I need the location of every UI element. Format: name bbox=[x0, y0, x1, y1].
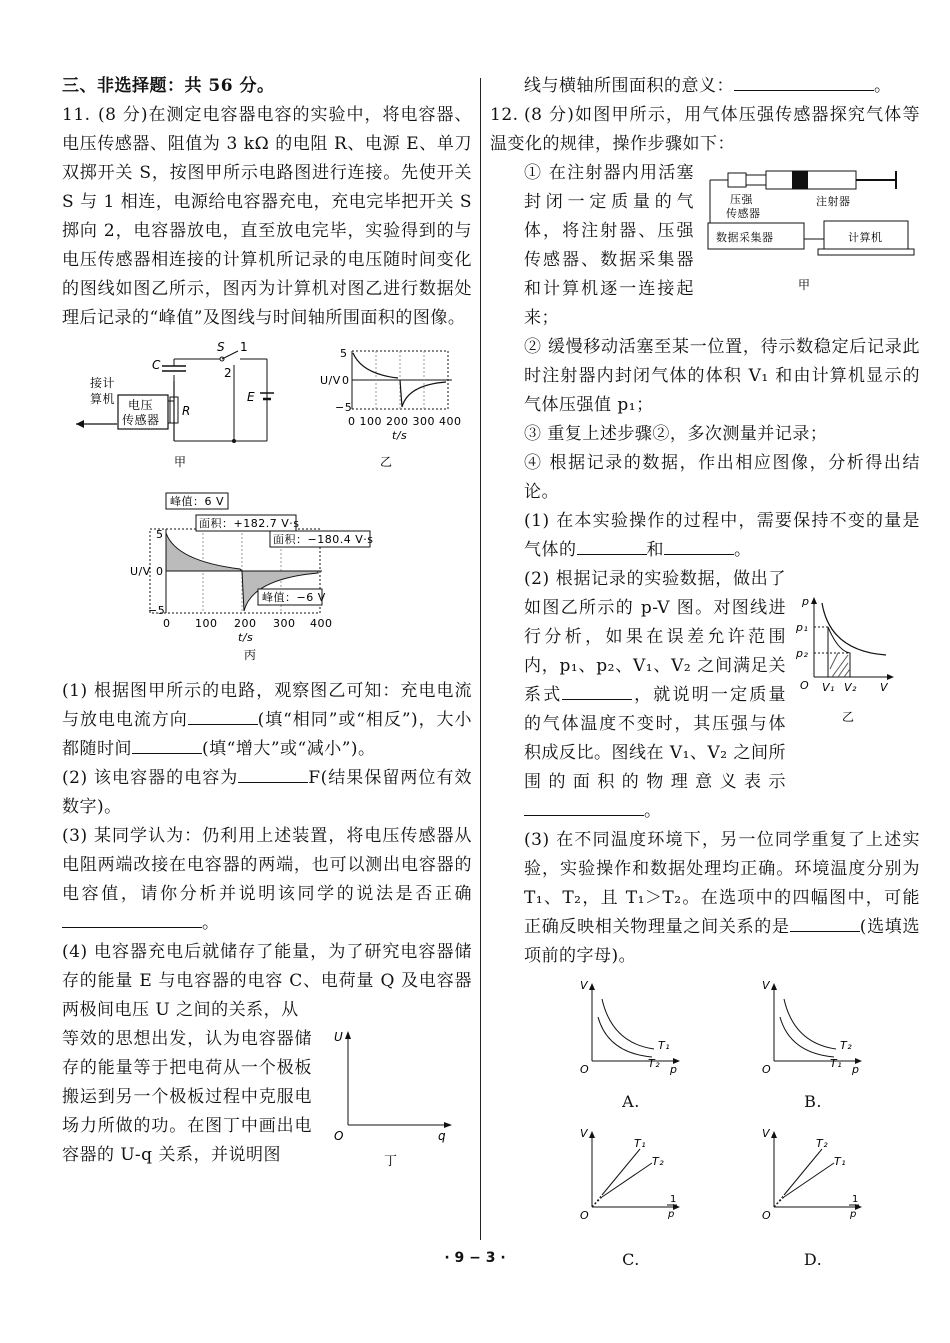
option-D-label[interactable]: D. bbox=[803, 1250, 823, 1269]
bing-caption: 丙 bbox=[244, 648, 257, 661]
bing-x200: 200 bbox=[234, 617, 257, 630]
C-xnum: 1 bbox=[670, 1194, 677, 1205]
q11-p4-text-b: 等效的思想出发，认为电容器储存的能量等于把电荷从一个极板搬运到另一个极板过程中克服电场力所做的功。在图丁中画出电容器的 U-q 关系，并说明图 bbox=[62, 1029, 312, 1165]
jia-caption: 甲 bbox=[174, 455, 187, 469]
ding-origin: O bbox=[334, 1129, 344, 1143]
jia-E: E bbox=[247, 390, 256, 404]
yi-y5: 5 bbox=[340, 347, 348, 360]
q12-step1: ① 在注射器内用活塞封闭一定质量的气体，将注射器、压强传感器、数据采集器和计算机逐一连接起来； bbox=[524, 163, 694, 328]
yi-xticks: 0 100 200 300 400 bbox=[348, 415, 462, 428]
apparatus-computer: 计算机 bbox=[848, 231, 883, 244]
q12-p2-blank-2[interactable] bbox=[524, 797, 644, 816]
yi-caption: 乙 bbox=[380, 455, 393, 469]
C-shallow: T₂ bbox=[652, 1155, 665, 1168]
q11-fig-ding bbox=[328, 1025, 468, 1175]
q11-part1 bbox=[62, 677, 472, 764]
D-steep: T₂ bbox=[816, 1137, 829, 1150]
q12-p3-text-b: (选填选项前的字母)。 bbox=[524, 917, 920, 966]
q12-part2-wrap bbox=[490, 565, 920, 826]
pv-V2: V₂ bbox=[844, 681, 857, 694]
q11-number: 11. bbox=[62, 105, 91, 125]
option-C-graph[interactable] bbox=[572, 1127, 692, 1237]
q12-number: 12. bbox=[490, 105, 519, 125]
A-y: V bbox=[580, 979, 589, 992]
bing-xlabel: t/s bbox=[238, 631, 254, 644]
jia-to-computer-2: 算机 bbox=[90, 392, 116, 406]
q11-p4-text-c: 线与横轴所围面积的意义： bbox=[524, 76, 734, 96]
q12-p2-text-c: 。 bbox=[644, 801, 662, 821]
q11-p4-blank[interactable] bbox=[734, 72, 874, 91]
B-x: p bbox=[852, 1063, 860, 1076]
page-number: · 9 − 3 · bbox=[444, 1250, 506, 1266]
B-lower: T₁ bbox=[830, 1057, 843, 1070]
bing-peak-pos: 峰值：6 V bbox=[170, 495, 225, 508]
column-divider bbox=[480, 78, 481, 1240]
q12-step2: ② 缓慢移动活塞至某一位置，待示数稳定后记录此时注射器内封闭气体的体积 V₁ 和由计算机显示的气体压强值 p₁； bbox=[524, 337, 920, 415]
D-xden: p bbox=[850, 1209, 857, 1220]
q11-p3-blank[interactable] bbox=[62, 909, 202, 928]
C-y: V bbox=[580, 1127, 589, 1140]
q12-p1-text-c: 。 bbox=[734, 540, 752, 560]
jia-1: 1 bbox=[240, 341, 249, 354]
q11-p1-blank-2[interactable] bbox=[132, 735, 202, 754]
jia-2: 2 bbox=[224, 366, 233, 380]
q11-p2-blank[interactable] bbox=[238, 764, 308, 783]
pv-p1: p₁ bbox=[796, 621, 809, 634]
q12-step1-wrap bbox=[490, 159, 920, 333]
C-O: O bbox=[580, 1209, 590, 1222]
bing-area-neg: 面积：−180.4 V·s bbox=[273, 533, 374, 546]
right-column bbox=[490, 72, 920, 1277]
yi-xlabel: t/s bbox=[392, 429, 408, 442]
q11-intro bbox=[62, 101, 472, 333]
q12-intro-text: (8 分)如图甲所示，用气体压强传感器探究气体等温变化的规律，操作步骤如下： bbox=[490, 105, 920, 154]
bing-y5: 5 bbox=[156, 528, 164, 541]
apparatus-syringe: 注射器 bbox=[816, 195, 851, 208]
option-A-graph[interactable] bbox=[572, 977, 692, 1077]
q11-p3-text-b: 。 bbox=[202, 913, 220, 933]
q12-options bbox=[490, 977, 920, 1277]
q12-step3: ③ 重复上述步骤②，多次测量并记录； bbox=[524, 424, 828, 444]
pv-caption: 乙 bbox=[842, 710, 855, 724]
bing-x300: 300 bbox=[273, 617, 296, 630]
option-B-graph[interactable] bbox=[754, 977, 874, 1077]
q12-part2 bbox=[524, 565, 786, 826]
C-steep: T₁ bbox=[634, 1137, 647, 1150]
q11-fig-bing bbox=[62, 491, 472, 661]
q12-p3-text-a: (3) 在不同温度环境下，另一位同学重复了上述实验，实验操作和数据处理均正确。环境温度分别为 T₁、T₂，且 T₁＞T₂。在选项中的四幅图中，可能正确反映相关物理量之间关系的是 bbox=[524, 830, 920, 937]
jia-C: C bbox=[152, 358, 161, 372]
q12-part3 bbox=[490, 826, 920, 971]
B-y: V bbox=[762, 979, 771, 992]
pv-p2: p₂ bbox=[796, 647, 809, 660]
A-x: p bbox=[670, 1063, 678, 1076]
bing-x400: 400 bbox=[310, 617, 333, 630]
q12-intro bbox=[490, 101, 920, 159]
bing-area-pos: 面积：+182.7 V·s bbox=[199, 517, 300, 530]
D-shallow: T₁ bbox=[834, 1155, 847, 1168]
q12-p2-text-a: (2) 根据记录的实验数据，做出了如图乙所示的 p-V 图。对图线进行分析，如果在误差允许范围内，p₁、p₂、V₁、V₂ 之间满足关系式 bbox=[524, 569, 786, 705]
option-B-label[interactable]: B. bbox=[804, 1092, 822, 1111]
q11-part4-cont bbox=[490, 72, 920, 101]
q12-p3-blank[interactable] bbox=[790, 913, 860, 932]
q12-p1-text-b: 和 bbox=[646, 540, 664, 560]
q11-fig-yi-graph bbox=[320, 347, 461, 469]
bing-x100: 100 bbox=[195, 617, 218, 630]
q12-p1-text-a: (1) 在本实验操作的过程中，需要保持不变的量是气体的 bbox=[524, 511, 920, 560]
apparatus-caption: 甲 bbox=[798, 278, 811, 292]
A-O: O bbox=[580, 1063, 590, 1076]
q11-p2-text-a: (2) 该电容器的电容为 bbox=[62, 768, 239, 788]
q11-p1-text-c: (填“增大”或“减小”)。 bbox=[202, 739, 376, 759]
ding-ylabel: U bbox=[334, 1030, 344, 1044]
D-xnum: 1 bbox=[852, 1194, 859, 1205]
A-lower: T₂ bbox=[648, 1057, 661, 1070]
apparatus-sensor-1: 压强 bbox=[730, 193, 753, 206]
bing-ylabel: U/V bbox=[130, 565, 151, 578]
q11-intro-text: (8 分)在测定电容器电容的实验中，将电容器、电压传感器、阻值为 3 kΩ 的电阻 R、电源 E、单刀双掷开关 S，按图甲所示电路图进行连接。先使开关 S 与 1 相连，电源给电容器充电，充电完毕把开关 S 掷向 2，电容器放电，直至放电完毕，实验得到的与电压传感器相连接的计算机所记录的电压随时间变化的图线如图乙所示，图丙为计算机对图乙进行数据处理后记录的“峰值”及图线与时间轴所围面积的图像。 bbox=[62, 105, 472, 328]
q11-figures-row bbox=[62, 341, 472, 471]
q11-p1-text-a: (1) 根据图甲所示的电路，观察图乙可知：充电电流与放电电流方向 bbox=[62, 681, 472, 730]
jia-sensor-1: 电压 bbox=[128, 398, 154, 412]
jia-sensor-2: 传感器 bbox=[122, 413, 160, 427]
q11-p1-blank-1[interactable] bbox=[188, 706, 258, 725]
B-O: O bbox=[762, 1063, 772, 1076]
q12-part1 bbox=[490, 507, 920, 565]
pv-V1: V₁ bbox=[822, 681, 835, 694]
jia-R: R bbox=[182, 404, 191, 418]
q11-part4-wrap bbox=[62, 1025, 472, 1170]
q12-fig-yi-pv bbox=[790, 593, 900, 733]
q11-part2 bbox=[62, 764, 472, 822]
D-O: O bbox=[762, 1209, 772, 1222]
q12-p2-text-b: ，就说明一定质量的气体温度不变时，其压强与体积成反比。图线在 V₁、V₂ 之间所围的面积的物理意义表示 bbox=[524, 685, 787, 792]
apparatus-sensor-2: 传感器 bbox=[726, 207, 761, 220]
q12-p1-blank-1[interactable] bbox=[577, 536, 647, 555]
bing-yneg5: −5 bbox=[148, 604, 166, 617]
jia-S: S bbox=[217, 341, 226, 354]
yi-y0: 0 bbox=[342, 374, 350, 387]
B-upper: T₂ bbox=[840, 1039, 853, 1052]
option-A-label[interactable]: A. bbox=[622, 1092, 640, 1111]
q11-p2-text-b: F(结果保留两位有效数字)。 bbox=[62, 768, 472, 817]
C-xden: p bbox=[668, 1209, 675, 1220]
bing-y0: 0 bbox=[156, 565, 164, 578]
pv-V: V bbox=[880, 681, 889, 694]
ding-xlabel: q bbox=[438, 1129, 447, 1143]
q11-fig-jia-circuit bbox=[62, 341, 472, 471]
bing-peak-neg: 峰值：−6 V bbox=[262, 591, 326, 604]
q11-p1-text-b: (填“相同”或“相反”)，大小都随时间 bbox=[62, 710, 472, 759]
q12-p1-blank-2[interactable] bbox=[664, 536, 734, 555]
section-title: 三、非选择题：共 56 分。 bbox=[62, 76, 275, 96]
apparatus-collector: 数据采集器 bbox=[716, 231, 774, 244]
D-y: V bbox=[762, 1127, 771, 1140]
pv-O: O bbox=[800, 679, 810, 692]
q11-part4 bbox=[62, 938, 472, 1025]
q11-p4-text-d: 。 bbox=[874, 76, 892, 96]
q12-step4: ④ 根据记录的数据，作出相应图像，分析得出结论。 bbox=[524, 453, 920, 502]
jia-to-computer-1: 接计 bbox=[90, 376, 116, 390]
yi-yneg5: −5 bbox=[335, 401, 353, 414]
q11-part3 bbox=[62, 822, 472, 938]
option-C-label[interactable]: C. bbox=[622, 1250, 640, 1269]
bing-x0: 0 bbox=[163, 617, 171, 630]
q12-fig-jia-apparatus bbox=[706, 163, 926, 303]
q11-p3-text-a: (3) 某同学认为：仍利用上述装置，将电压传感器从电阻两端改接在电容器的两端，也可以测出电容器的电容值，请你分析并说明该同学的说法是否正确 bbox=[62, 826, 472, 904]
yi-ylabel: U/V bbox=[320, 374, 341, 387]
A-upper: T₁ bbox=[658, 1039, 671, 1052]
q12-p2-blank-1[interactable] bbox=[562, 681, 632, 700]
option-D-graph[interactable] bbox=[754, 1127, 874, 1237]
ding-caption: 丁 bbox=[384, 1154, 398, 1169]
left-column bbox=[62, 72, 472, 1170]
pv-p: p bbox=[802, 595, 810, 608]
q11-p4-text-a: (4) 电容器充电后就储存了能量，为了研究电容器储存的能量 E 与电容器的电容 C、电荷量 Q 及电容器两极间电压 U 之间的关系，从 bbox=[62, 942, 472, 1020]
